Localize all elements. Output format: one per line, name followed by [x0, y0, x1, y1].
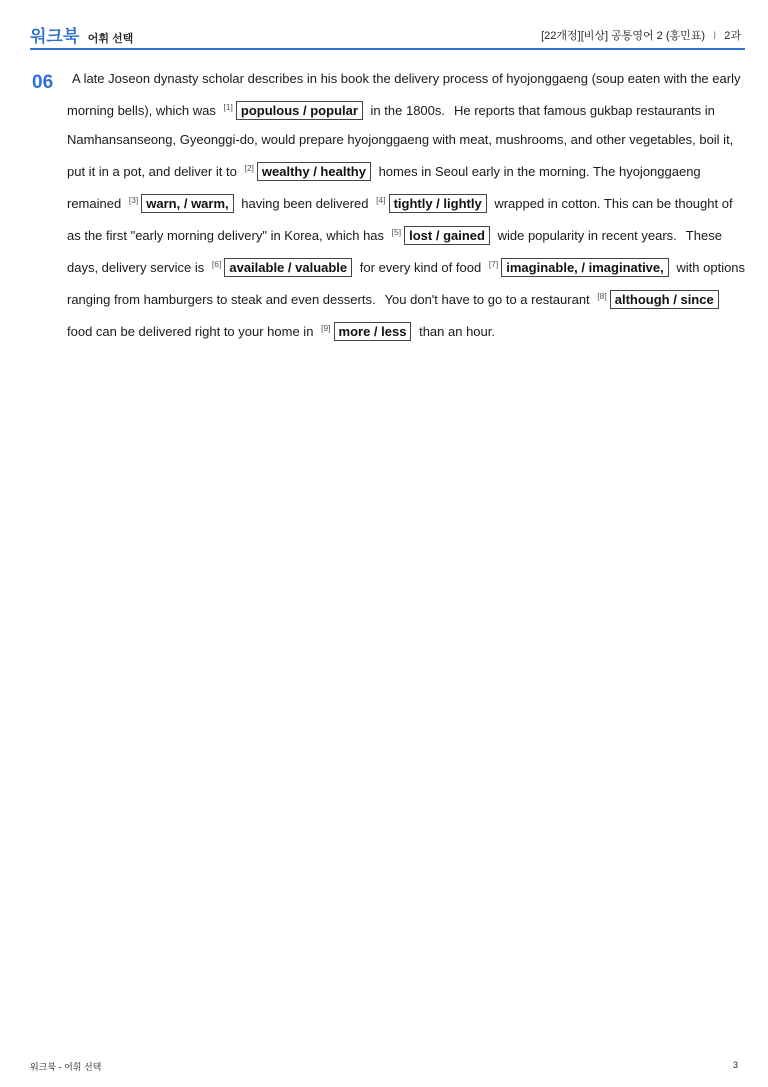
vocab-choice-box[interactable]: more / less [334, 322, 412, 341]
blank-number: [9] [321, 323, 331, 333]
vocab-choice-box[interactable]: warn, / warm, [141, 194, 233, 213]
blank-number: [2] [244, 163, 254, 173]
blank-number: [4] [376, 195, 386, 205]
passage-text: having been delivered [241, 196, 369, 211]
vocab-choice-box[interactable]: populous / popular [236, 101, 363, 120]
vocab-choice-box[interactable]: tightly / lightly [389, 194, 487, 213]
blank-number: [6] [211, 259, 222, 269]
passage-text: for every kind of food [359, 260, 482, 275]
course-name: [22개정][비상] 공통영어 2 (홍민표) [541, 30, 706, 42]
passage-text: with options ranging from hamburgers to steak and even desserts. [67, 260, 746, 307]
vocab-choice-box[interactable]: available / valuable [224, 258, 352, 277]
vocab-choice-box[interactable]: lost / gained [404, 226, 490, 245]
passage-text: homes in Seoul early in the morning. The hyojonggaeng remained [67, 164, 701, 211]
passage-text: You don't have to go to a restaurant [384, 292, 590, 307]
lesson-label: 2과 [724, 30, 741, 42]
question-passage [67, 64, 747, 346]
footer-label: 워크북 - 어휘 선택 [30, 1062, 102, 1072]
blank-number: [8] [597, 291, 607, 301]
blank-number: [7] [488, 259, 499, 269]
blank-number: [5] [391, 227, 402, 237]
brand-title: 워크북 [30, 27, 80, 46]
vocab-choice-box[interactable]: although / since [610, 290, 719, 309]
passage-text: in the 1800s. [370, 103, 445, 118]
passage-text: These days, delivery service is [67, 228, 722, 275]
header-separator: I [713, 30, 717, 42]
blank-number: [1] [223, 102, 233, 112]
passage-text: wide popularity in recent years. [497, 228, 677, 243]
passage-text: than an hour. [419, 324, 495, 339]
page-number: 3 [732, 1060, 738, 1070]
course-info [541, 27, 741, 43]
header-title-group [30, 22, 133, 47]
question-number: 06 [32, 72, 54, 93]
passage-text: wrapped in cotton. This can be thought of as the first "early morning delivery" in Korea, which has [67, 196, 733, 243]
vocab-choice-box[interactable]: imaginable, / imaginative, [501, 258, 669, 277]
vocab-choice-box[interactable]: wealthy / healthy [257, 162, 371, 181]
passage-text: A late Joseon dynasty scholar describes in his book the delivery process of hyojonggaeng (soup eaten with the early morning bells), which was [67, 71, 741, 118]
section-subtitle: 어휘 선택 [87, 33, 134, 45]
page-header [30, 18, 745, 50]
passage-text: He reports that famous gukbap restaurants in Namhansanseong, Gyeonggi-do, would prepare hyojonggaeng with meat, mushrooms, and other vegetables, boil it, put it in a pot, and deliver it to [67, 103, 734, 179]
blank-number: [3] [128, 195, 139, 205]
passage-text: food can be delivered right to your home in [67, 324, 314, 339]
